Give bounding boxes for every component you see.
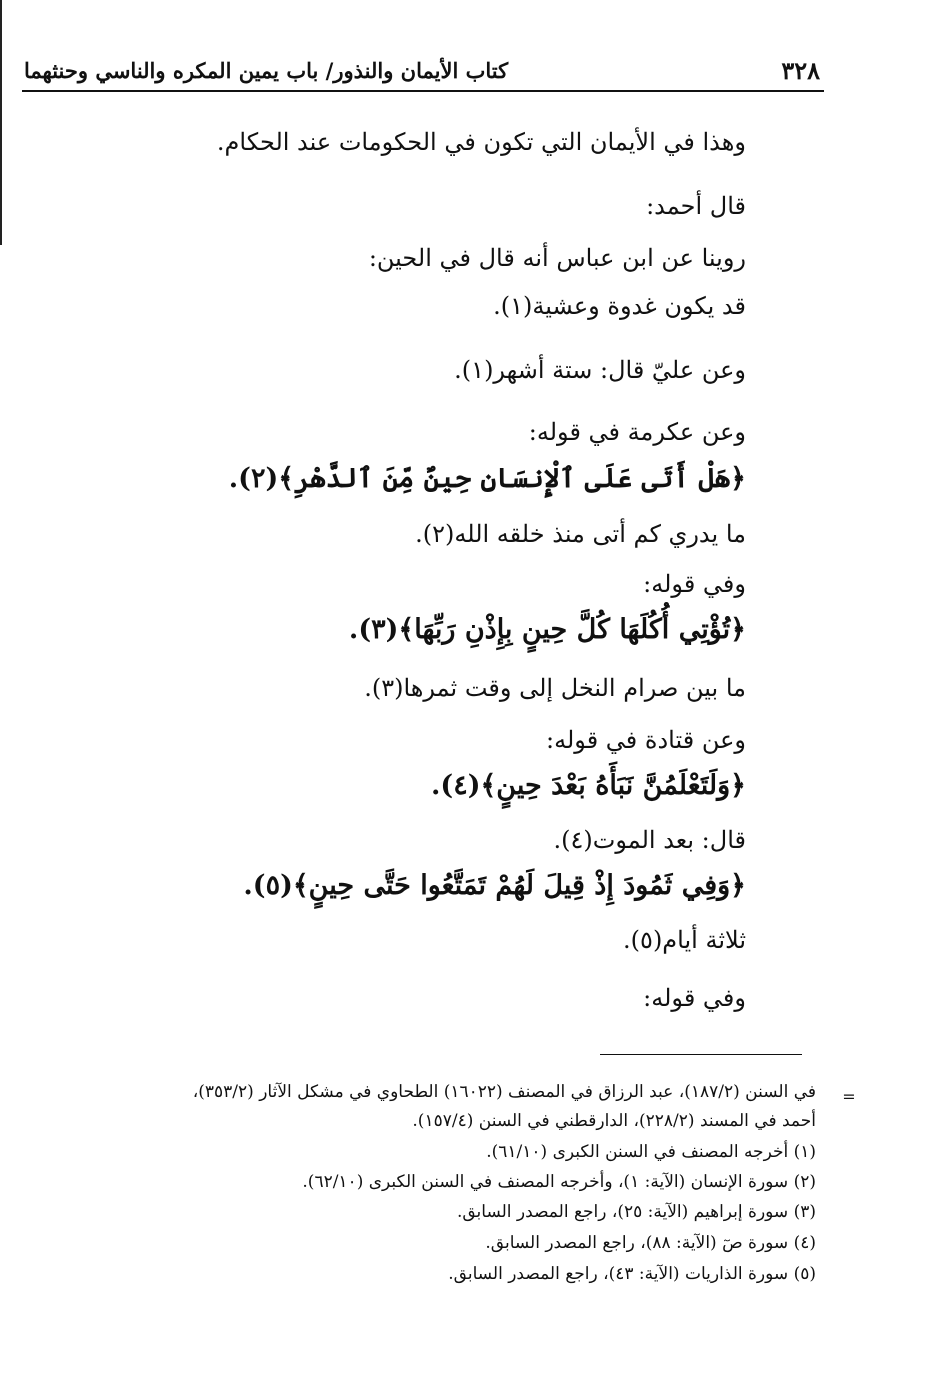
footnote-separator — [600, 1054, 802, 1055]
footnote-2: (٢) سورة الإنسان (الآية: ١)، وأخرجه المصنف في السنن الكبرى (٦٢/١٠). — [302, 1172, 816, 1192]
text-line: ما بين صرام النخل إلى وقت ثمرها(٣). — [364, 674, 746, 702]
footnote-1: (١) أخرجه المصنف في السنن الكبرى (٦١/١٠). — [486, 1142, 816, 1162]
text-line: ثلاثة أيام(٥). — [623, 926, 746, 954]
footnote-3: (٣) سورة إبراهيم (الآية: ٢٥)، راجع المصدر السابق. — [456, 1202, 816, 1222]
page-header — [22, 56, 824, 88]
page-number: ٣٢٨ — [781, 56, 820, 85]
text-line: روينا عن ابن عباس أنه قال في الحين: — [368, 244, 746, 272]
quran-verse: ﴿وَلَتَعْلَمُنَّ نَبَأَهُ بَعْدَ حِينٍ﴾(٤). — [431, 770, 746, 801]
footnote-4: (٤) سورة صٓ (الآية: ٨٨)، راجع المصدر السابق. — [485, 1233, 816, 1253]
text-line: وهذا في الأيمان التي تكون في الحكومات عند الحكام. — [216, 128, 746, 156]
header-rule — [22, 90, 824, 92]
footnote-continuation: أحمد في المسند (٢٢٨/٢)، الدارقطني في السنن (١٥٧/٤). — [412, 1111, 816, 1131]
text-line: وفي قوله: — [643, 570, 746, 598]
text-line: قال أحمد: — [646, 192, 746, 220]
running-title: كتاب الأيمان والنذور/ باب يمين المكره والناسي وحنثهما — [24, 58, 509, 83]
quran-verse: ﴿وَفِي ثَمُودَ إِذْ قِيلَ لَهُمْ تَمَتَّعُوا حَتَّى حِينٍ﴾(٥). — [243, 870, 746, 901]
text-line: وفي قوله: — [643, 984, 746, 1012]
footnote-5: (٥) سورة الذاريات (الآية: ٤٣)، راجع المصدر السابق. — [448, 1264, 816, 1284]
text-line: وعن عليّ قال: ستة أشهر(١). — [454, 356, 746, 384]
text-line: قال: بعد الموت(٤). — [553, 826, 746, 854]
continuation-mark: = — [842, 1087, 856, 1106]
text-line: وعن قتادة في قوله: — [546, 726, 746, 754]
quran-verse: ﴿تُؤْتِي أُكُلَهَا كُلَّ حِينٍ بِإِذْنِ رَبِّهَا﴾(٣). — [348, 614, 746, 645]
page-edge-rule — [0, 0, 2, 245]
quran-verse: ﴿هَلْ أَتَى عَلَى ٱلْإِنسَانِ حِينٌ مِّنَ ٱلدَّهْرِ﴾(٢). — [228, 463, 746, 494]
text-line: وعن عكرمة في قوله: — [528, 418, 746, 446]
text-line: قد يكون غدوة وعشية(١). — [493, 292, 746, 320]
text-line: ما يدري كم أتى منذ خلقه الله(٢). — [415, 520, 746, 548]
footnote-continuation: في السنن (١٨٧/٢)، عبد الرزاق في المصنف (١٦٠٢٢) الطحاوي في مشكل الآثار (٣٥٣/٢)، — [192, 1082, 816, 1102]
